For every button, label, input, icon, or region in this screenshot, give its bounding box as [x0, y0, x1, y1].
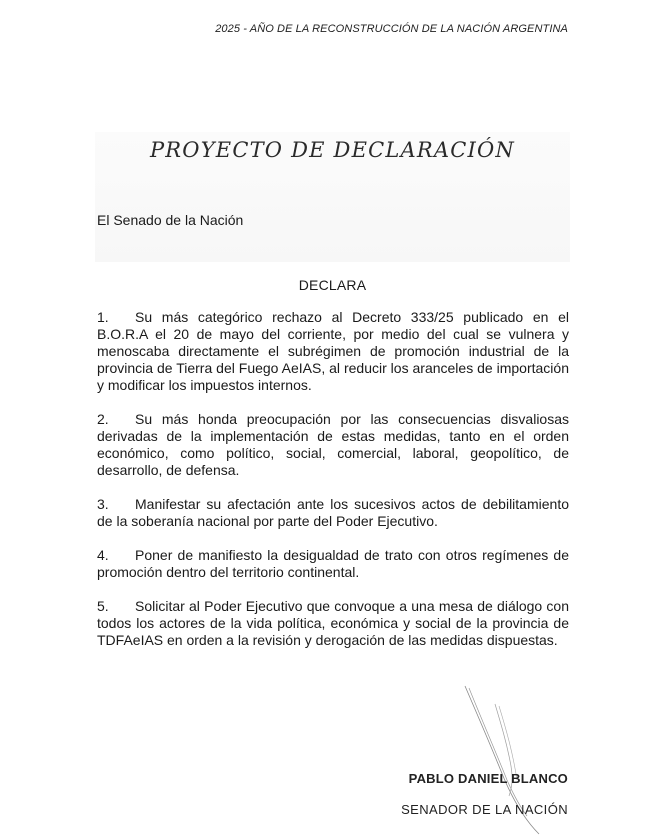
declaration-point: [97, 496, 569, 530]
declaration-point: [97, 598, 569, 649]
document-title: PROYECTO DE DECLARACIÓN: [149, 138, 516, 162]
point-number: 5.: [97, 598, 109, 614]
signer-name: PABLO DANIEL BLANCO: [408, 771, 568, 786]
header-motto: 2025 - AÑO DE LA RECONSTRUCCIÓN DE LA NACIÓN ARGENTINA: [215, 23, 568, 35]
chamber-name: El Senado de la Nación: [97, 212, 244, 228]
point-number: 1.: [97, 309, 109, 325]
declaration-point: [97, 411, 569, 479]
point-text: Su más honda preocupación por las consecuencias disvaliosas derivadas de la implementación de estas medidas, tanto en el orden económico, como político, social, comercial, laboral, geopolítico, de desarrollo, de defensa.: [97, 411, 569, 478]
point-text: Solicitar al Poder Ejecutivo que convoque a una mesa de diálogo con todos los actores de la vida política, económica y social de la provincia de TDFAeIAS en orden a la revisión y derogación de las medidas dispuestas.: [97, 598, 569, 648]
declara-heading: DECLARA: [298, 277, 367, 293]
point-text: Manifestar su afectación ante los sucesivos actos de debilitamiento de la soberanía nacional por parte del Poder Ejecutivo.: [97, 496, 569, 529]
declaration-points: [97, 309, 569, 666]
declaration-point: [97, 547, 569, 581]
declaration-point: [97, 309, 569, 394]
point-number: 4.: [97, 547, 109, 563]
point-number: 2.: [97, 411, 109, 427]
point-text: Su más categórico rechazo al Decreto 333/25 publicado en el B.O.R.A el 20 de mayo del corriente, por medio del cual se vulnera y menoscaba directamente el subrégimen de promoción industrial de la provincia de Tierra del Fuego AeIAS, al reducir los aranceles de importación y modificar los impuestos internos.: [97, 309, 569, 393]
point-number: 3.: [97, 496, 109, 512]
signer-role: SENADOR DE LA NACIÓN: [401, 802, 568, 817]
point-text: Poner de manifiesto la desigualdad de trato con otros regímenes de promoción dentro del territorio continental.: [97, 547, 569, 580]
